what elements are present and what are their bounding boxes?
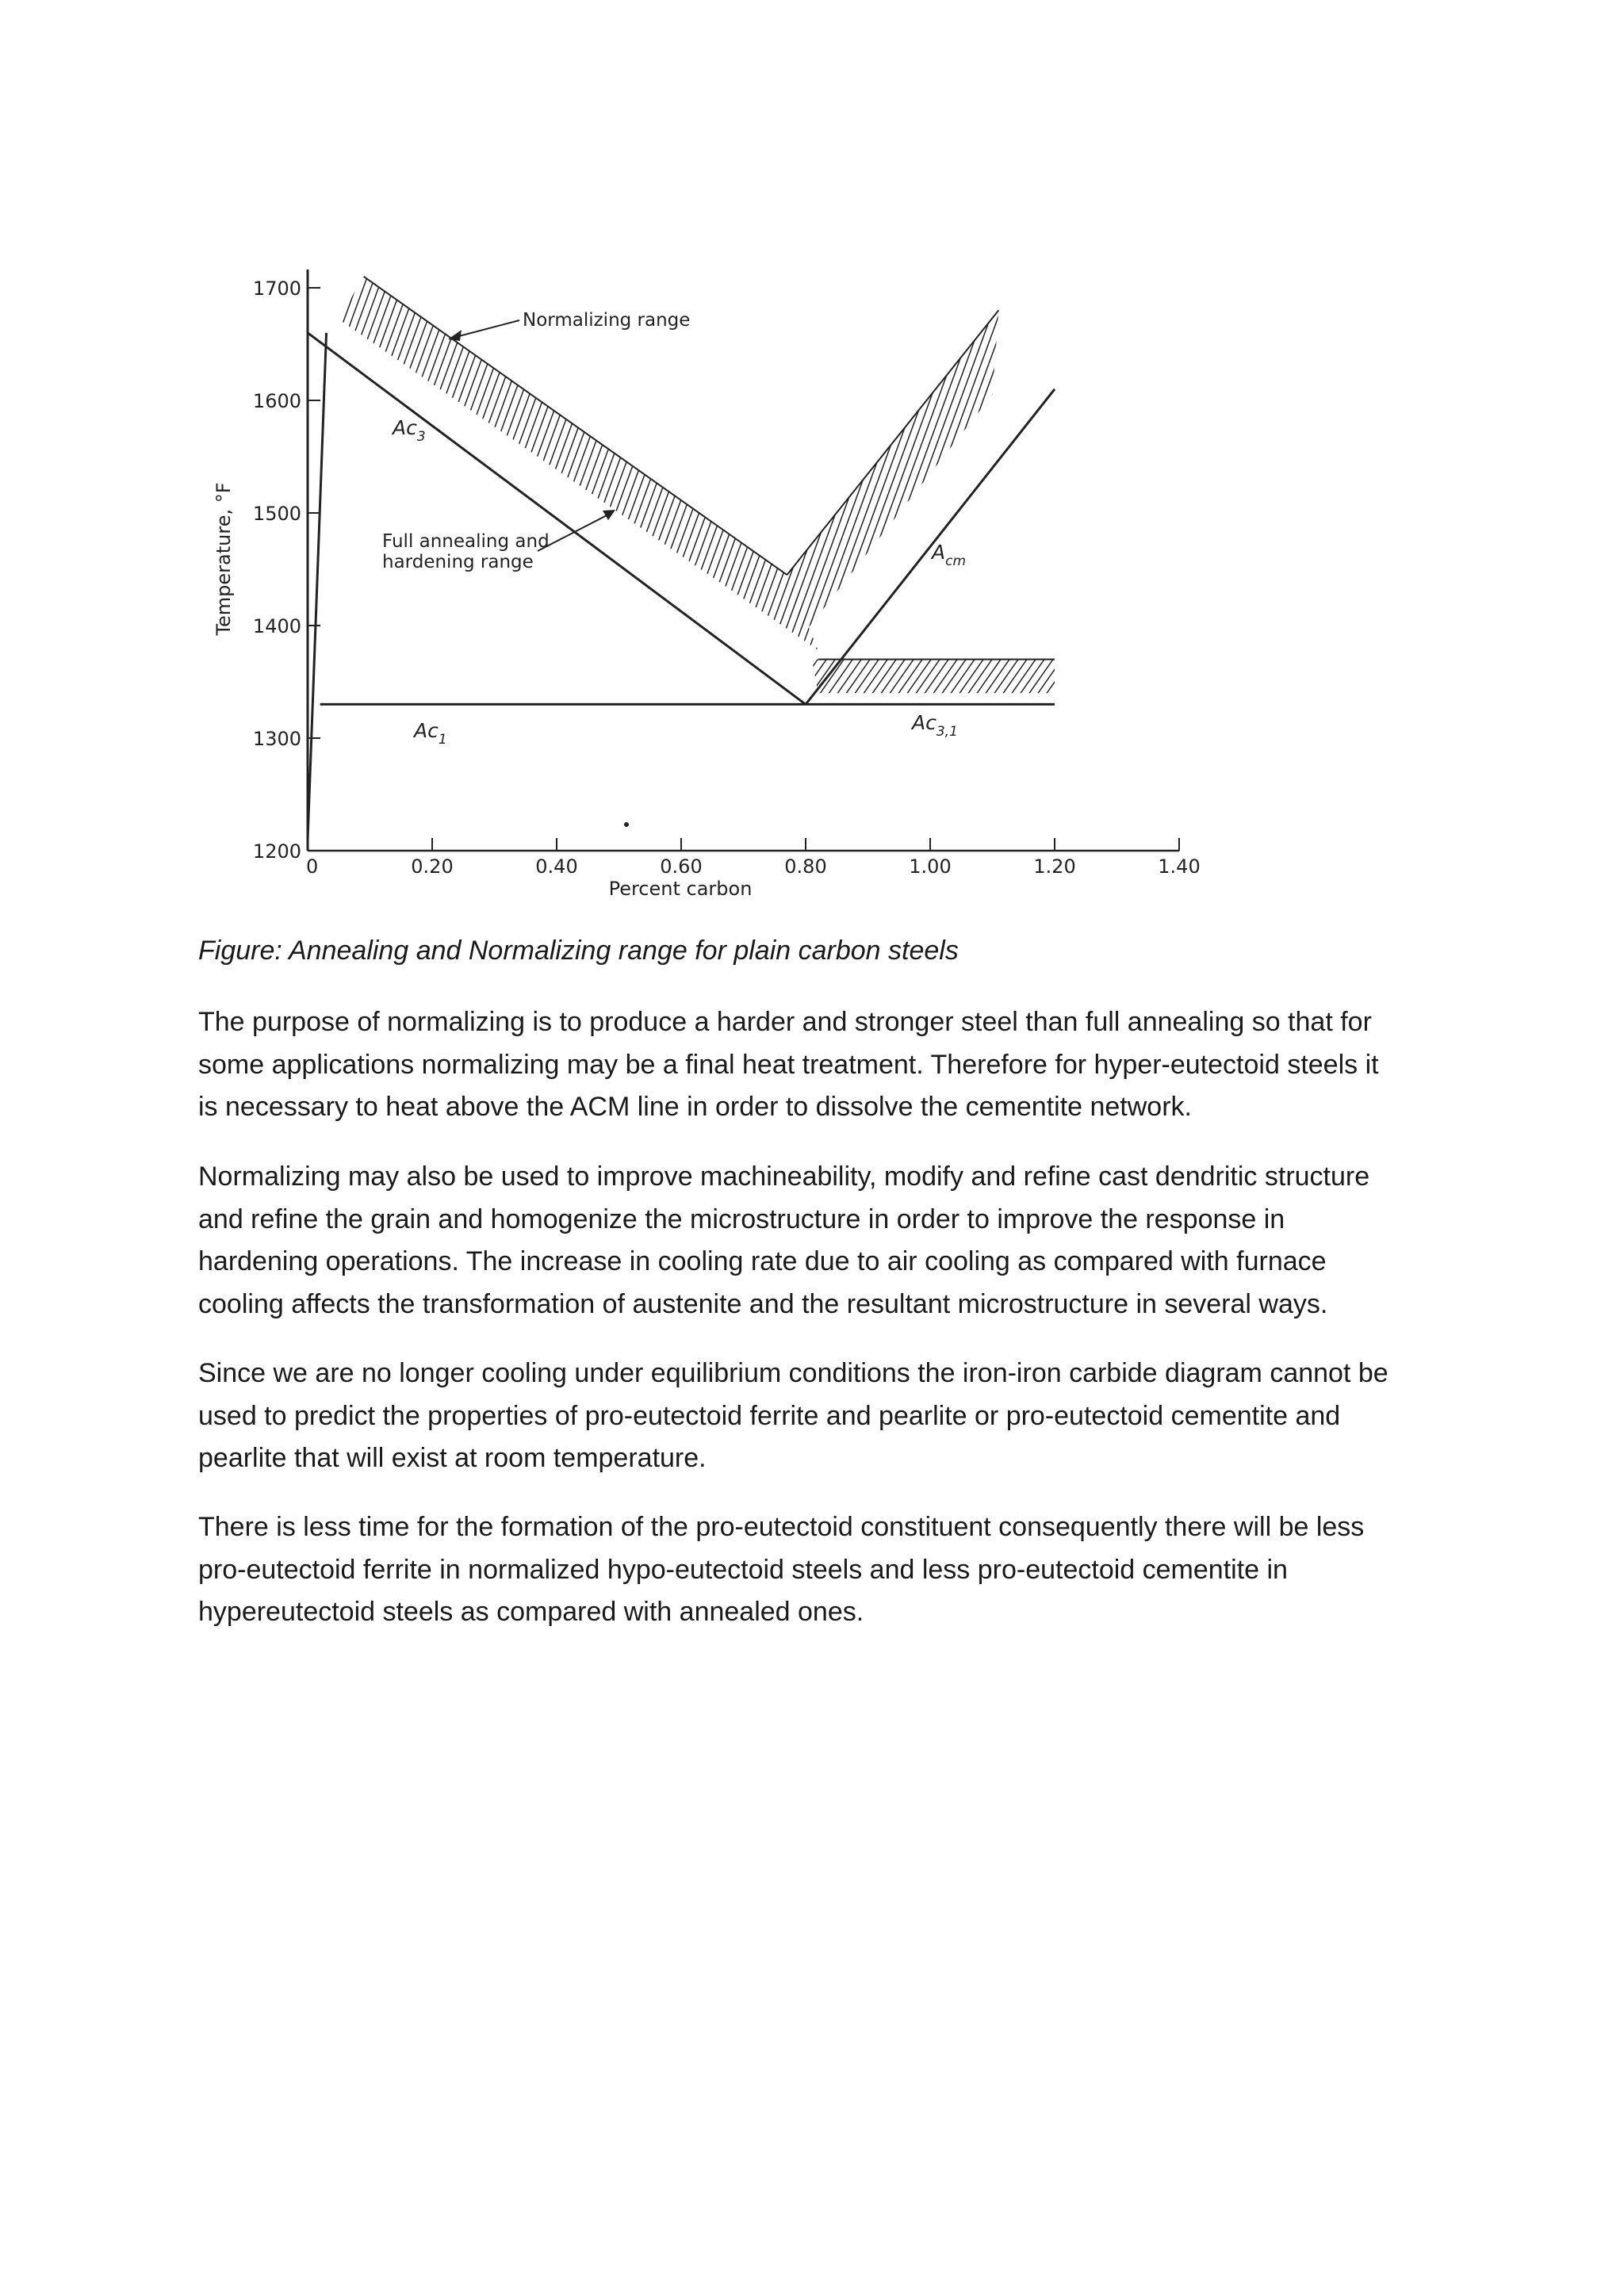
paragraph-line: some applications normalizing may be a final heat treatment. Therefore for hyper-eutectoid steels it bbox=[198, 1049, 1379, 1080]
ac3-label: $Ac_3$ bbox=[393, 416, 426, 445]
paragraph-line: The purpose of normalizing is to produce a harder and stronger steel than full annealing so that for bbox=[198, 1007, 1372, 1037]
x-tick-label: 1.40 bbox=[1158, 855, 1201, 878]
normalizing-band-hypereutectoid bbox=[787, 310, 998, 631]
figure-caption: Figure: Annealing and Normalizing range for plain carbon steels bbox=[198, 936, 959, 966]
stray-dot bbox=[624, 822, 629, 827]
ac1-label: $Ac_1$ bbox=[414, 719, 447, 748]
ac31-label: $Ac_{3,1}$ bbox=[912, 711, 958, 740]
normalizing-range-label: Normalizing range bbox=[523, 310, 691, 331]
hardening-band-hypereutectoid bbox=[812, 660, 1055, 694]
paragraph-line: hypereutectoid steels as compared with annealed ones. bbox=[198, 1597, 864, 1627]
paragraph-line: and refine the grain and homogenize the microstructure in order to improve the response in bbox=[198, 1203, 1285, 1234]
full-annealing-label-line2: hardening range bbox=[382, 552, 534, 572]
annealing-arrowhead bbox=[603, 510, 615, 520]
x-tick-group bbox=[306, 838, 1201, 878]
full-annealing-label-line1: Full annealing and bbox=[382, 531, 550, 552]
normalizing-upper-edge-hyper bbox=[787, 310, 998, 575]
ac3-line bbox=[308, 333, 806, 705]
normalizing-arrowhead bbox=[448, 330, 462, 341]
y-tick-label: 1500 bbox=[252, 503, 301, 525]
paragraph-machineability bbox=[198, 1156, 1459, 1326]
paragraph-line: cooling affects the transformation of austenite and the resultant microstructure in several ways. bbox=[198, 1288, 1328, 1319]
y-axis-title: Temperature, °F bbox=[213, 482, 235, 636]
annealing-normalizing-figure bbox=[206, 238, 1253, 920]
x-tick-label: 0.60 bbox=[660, 855, 703, 878]
acm-label: $A_{cm}$ bbox=[932, 541, 967, 569]
x-tick-label: 0.20 bbox=[411, 855, 454, 878]
normalizing-leader bbox=[456, 320, 519, 337]
normalizing-band-hypoeutectoid bbox=[339, 277, 818, 650]
x-tick-label: 1.00 bbox=[909, 855, 952, 878]
x-tick-label: 0 bbox=[306, 855, 319, 878]
y-tick-label: 1700 bbox=[252, 277, 301, 300]
paragraph-line: pearlite that will exist at room temperature. bbox=[198, 1443, 707, 1473]
y-tick-label: 1300 bbox=[252, 728, 301, 750]
paragraph-pro-eutectoid bbox=[198, 1506, 1459, 1634]
x-tick-label: 0.40 bbox=[535, 855, 578, 878]
paragraph-equilibrium bbox=[198, 1353, 1459, 1480]
paragraph-line: Normalizing may also be used to improve machineability, modify and refine cast dendritic structure bbox=[198, 1161, 1370, 1192]
x-axis-title: Percent carbon bbox=[608, 878, 753, 900]
paragraph-line: pro-eutectoid ferrite in normalized hypo-eutectoid steels and less pro-eutectoid cementite in bbox=[198, 1554, 1288, 1585]
phase-diagram-chart bbox=[206, 238, 1253, 920]
x-tick-label: 0.80 bbox=[784, 855, 827, 878]
paragraph-line: used to predict the properties of pro-eutectoid ferrite and pearlite or pro-eutectoid cementite and bbox=[198, 1400, 1341, 1431]
paragraph-purpose bbox=[198, 1001, 1459, 1129]
y-tick-label: 1200 bbox=[252, 840, 301, 863]
y-tick-label: 1600 bbox=[252, 390, 301, 412]
paragraph-line: is necessary to heat above the ACM line in order to dissolve the cementite network. bbox=[198, 1092, 1192, 1122]
y-tick-label: 1400 bbox=[252, 615, 301, 637]
ferrite-boundary-line bbox=[308, 333, 327, 840]
paragraph-line: Since we are no longer cooling under equilibrium conditions the iron-iron carbide diagram cannot be bbox=[198, 1358, 1388, 1388]
paragraph-line: hardening operations. The increase in cooling rate due to air cooling as compared with furnace bbox=[198, 1246, 1327, 1276]
x-tick-label: 1.20 bbox=[1033, 855, 1076, 878]
paragraph-line: There is less time for the formation of the pro-eutectoid constituent consequently there will be less bbox=[198, 1512, 1365, 1542]
